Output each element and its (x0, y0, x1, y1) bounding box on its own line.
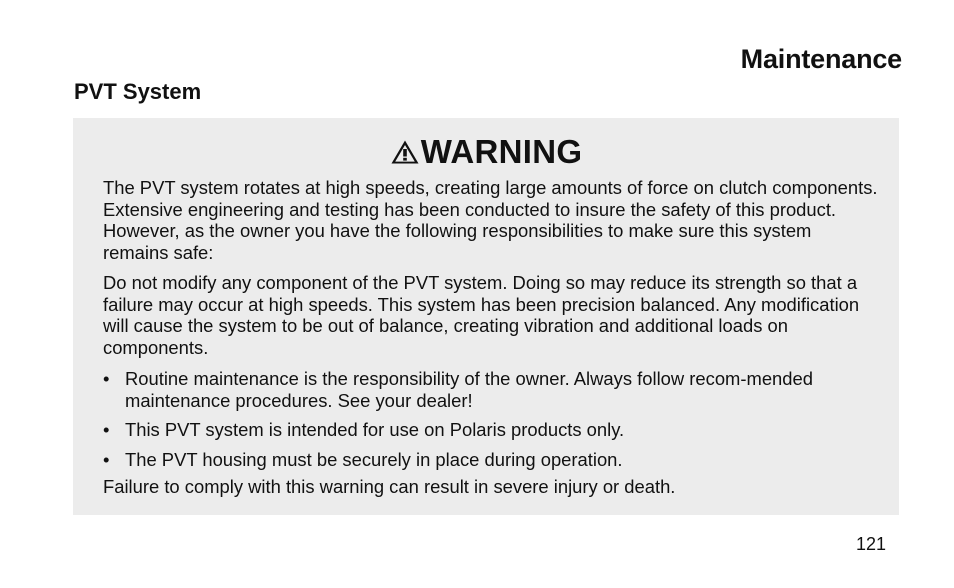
page-number: 121 (855, 534, 886, 554)
list-item-text: This PVT system is intended for use on Polaris products only. (125, 419, 625, 440)
bullet-icon: • (103, 368, 110, 389)
responsibility-list (103, 368, 881, 478)
list-item-text: Routine maintenance is the responsibility of the owner. Always follow recom-mended maintenance procedures. See your dealer! (125, 368, 813, 411)
section-header: Maintenance (740, 44, 902, 74)
warning-closing: Failure to comply with this warning can result in severe injury or death. (103, 476, 676, 497)
warning-heading (73, 132, 899, 172)
list-item-text: The PVT housing must be securely in place during operation. (125, 448, 623, 470)
list-item (103, 449, 881, 471)
list-item (103, 368, 881, 411)
warning-paragraph: Do not modify any component of the PVT system. Doing so may reduce its strength so that a failure may occur at high speeds. This system has been precision balanced. Any modification will cause the system to be out of balance, creating vibration and additional loads on components. (103, 272, 860, 358)
subsection-title: PVT System (74, 79, 202, 104)
warning-triangle-icon (390, 139, 420, 165)
warning-paragraph: The PVT system rotates at high speeds, creating large amounts of force on clutch components. Extensive engineering and testing has been conducted to insure the safety of this product. However, as the owner you have the following responsibilities to make sure this system remains safe: (103, 177, 878, 263)
list-item (103, 419, 881, 441)
bullet-icon: • (103, 419, 110, 440)
warning-box (73, 118, 899, 515)
warning-heading-text: WARNING (420, 133, 583, 170)
bullet-icon: • (103, 448, 110, 470)
